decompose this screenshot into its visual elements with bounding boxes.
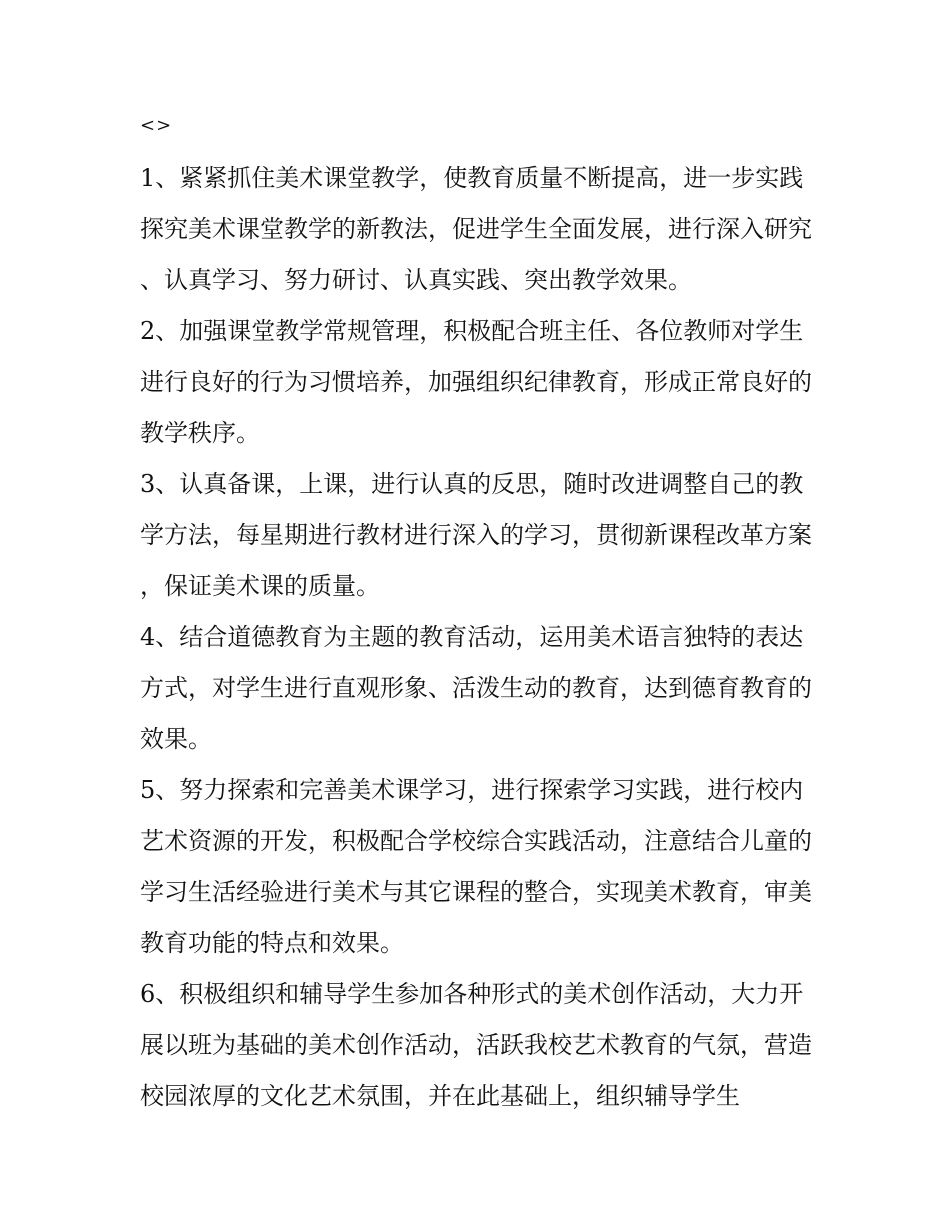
paragraph-list: [140, 153, 812, 1122]
paragraph-item-2: 2、加强课堂教学常规管理，积极配合班主任、各位教师对学生进行良好的行为习惯培养，加强组织纪律教育，形成正常良好的教学秩序。: [140, 317, 812, 447]
paragraph-item-4: 4、结合道德教育为主题的教育活动，运用美术语言独特的表达方式，对学生进行直观形象、活泼生动的教育，达到德育教育的效果。: [140, 623, 812, 753]
section-marker: <>: [140, 115, 173, 136]
paragraph-item-3: 3、认真备课，上课，进行认真的反思，随时改进调整自己的教学方法，每星期进行教材进行深入的学习，贯彻新课程改革方案，保证美术课的质量。: [140, 470, 812, 600]
paragraph-item-1: 1、紧紧抓住美术课堂教学，使教育质量不断提高，进一步实践探究美术课堂教学的新教法，促进学生全面发展，进行深入研究、认真学习、努力研讨、认真实践、突出教学效果。: [140, 164, 812, 294]
paragraph-item-6: 6、积极组织和辅导学生参加各种形式的美术创作活动，大力开展以班为基础的美术创作活动，活跃我校艺术教育的气氛，营造校园浓厚的文化艺术氛围，并在此基础上，组织辅导学生: [140, 980, 812, 1110]
paragraph-item-5: 5、努力探索和完善美术课学习，进行探索学习实践，进行校内艺术资源的开发，积极配合学校综合实践活动，注意结合儿童的学习生活经验进行美术与其它课程的整合，实现美术教育，审美教育功能的特点和效果。: [140, 776, 812, 957]
